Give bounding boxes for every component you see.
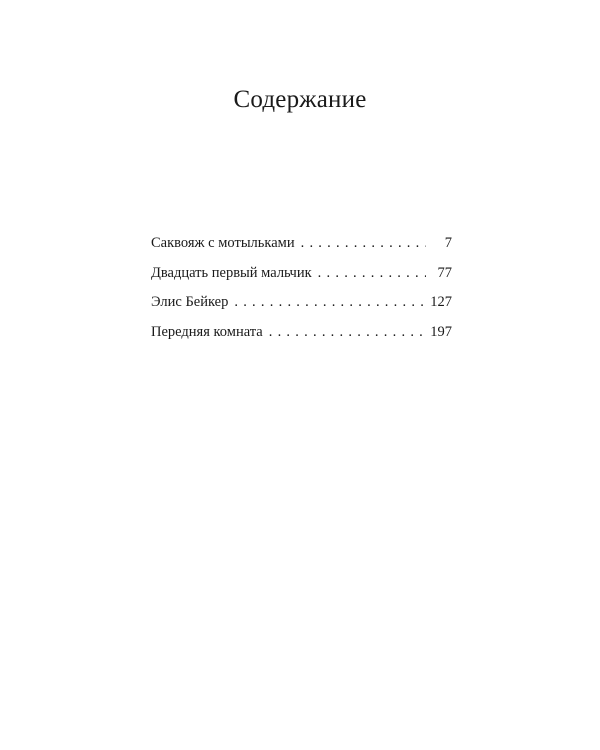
dot-leader xyxy=(234,288,426,318)
toc-entry xyxy=(151,318,452,348)
dot-leader xyxy=(269,318,426,348)
dot-leader xyxy=(301,229,426,259)
toc-entry xyxy=(151,229,452,259)
toc-page-number: 127 xyxy=(430,294,452,310)
table-of-contents xyxy=(151,229,452,347)
toc-entry xyxy=(151,288,452,318)
toc-entry-title: Двадцать первый мальчик xyxy=(151,264,312,281)
toc-entry-title: Элис Бейкер xyxy=(151,294,229,310)
toc-page-number: 197 xyxy=(430,323,452,340)
toc-page-number: 77 xyxy=(437,264,452,281)
toc-page-number: 7 xyxy=(444,235,452,251)
dot-leader xyxy=(318,259,426,289)
toc-entry xyxy=(151,259,452,289)
toc-entry-title: Саквояж с мотыльками xyxy=(151,235,295,251)
toc-entry-title: Передняя комната xyxy=(151,323,263,340)
page-title: Содержание xyxy=(233,86,367,113)
